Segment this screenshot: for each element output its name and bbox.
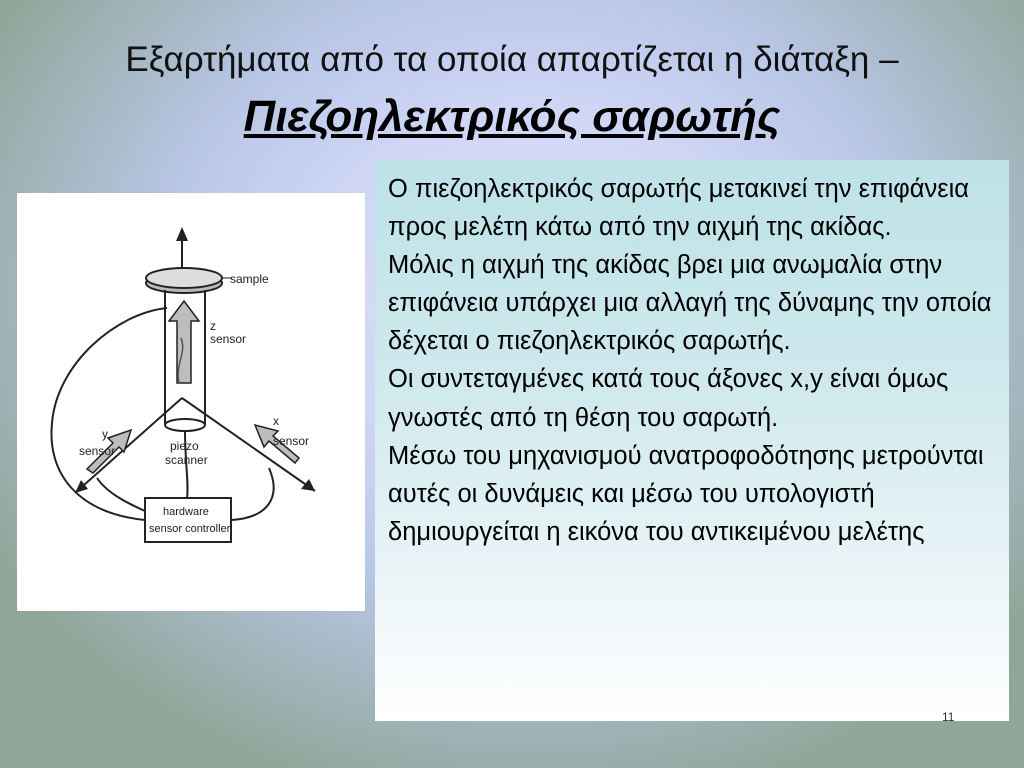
z-sensor-arrow bbox=[169, 301, 199, 383]
sample-disk bbox=[146, 268, 222, 288]
y-sensor-label: sensor bbox=[79, 444, 116, 458]
z-sensor-label: sensor bbox=[210, 332, 247, 346]
controller-box bbox=[145, 498, 231, 542]
scanner-label: scanner bbox=[165, 453, 208, 467]
hardware-label: hardware bbox=[163, 506, 209, 518]
x-sensor-label: sensor bbox=[273, 434, 310, 448]
paragraph-4: Μέσω του μηχανισμού ανατροφοδότησης μετρούνται αυτές οι δυνάμεις και μέσω του υπολογιστή δημιουργείται η εικόνα του αντικειμένου μελέτης bbox=[388, 441, 984, 546]
wire-right bbox=[231, 468, 274, 520]
sample-label: sample bbox=[230, 272, 269, 286]
slide-title-line1: Εξαρτήματα από τα οποία απαρτίζεται η διάταξη – bbox=[125, 40, 899, 79]
slide-title: Πιεζοηλεκτρικός σαρωτής bbox=[243, 92, 781, 141]
wire-left bbox=[51, 308, 167, 520]
controller-label: sensor controller bbox=[149, 523, 231, 535]
x-axis-arrowhead bbox=[301, 479, 315, 491]
y-label: y bbox=[102, 427, 108, 441]
piezo-label: piezo bbox=[170, 439, 199, 453]
description-box bbox=[375, 160, 1009, 721]
diagram-svg bbox=[17, 193, 365, 611]
paragraph-3: Οι συντεταγμένες κατά τους άξονες x,y είναι όμως γνωστές από τη θέση του σαρωτή. bbox=[388, 365, 949, 432]
paragraph-1: Ο πιεζοηλεκτρικός σαρωτής μετακινεί την επιφάνεια προς μελέτη κάτω από την αιχμή της ακίδας. bbox=[388, 175, 970, 242]
paragraph-2: Μόλις η αιχμή της ακίδας βρει μια ανωμαλία στην επιφάνεια υπάρχει μια αλλαγή της δύναμης την οποία δέχεται ο πιεζοηλεκτρικός σαρωτής. bbox=[388, 251, 992, 356]
piezo-scanner-diagram bbox=[17, 193, 365, 611]
tube-bottom bbox=[165, 419, 205, 431]
page-number: 11 bbox=[942, 710, 955, 724]
wire-y bbox=[97, 478, 145, 511]
z-axis-arrowhead bbox=[176, 227, 188, 241]
z-label: z bbox=[210, 319, 216, 333]
x-label: x bbox=[273, 414, 279, 428]
